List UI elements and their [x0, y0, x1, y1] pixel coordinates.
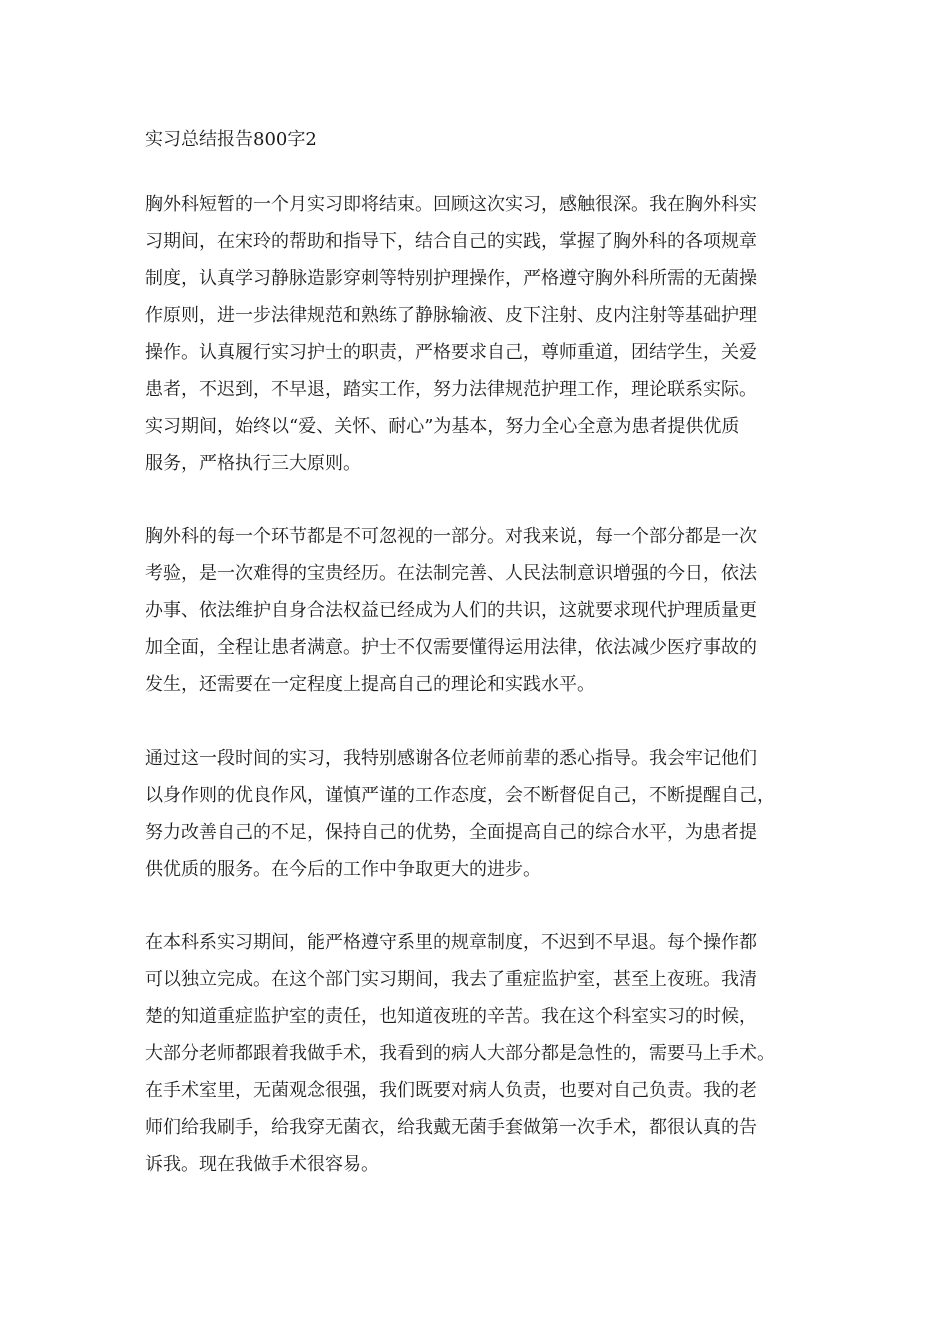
paragraph-line: 胸外科的每一个环节都是不可忽视的一部分。对我来说，每一个部分都是一次: [145, 526, 757, 547]
paragraph-line: 以身作则的优良作风，谨慎严谨的工作态度，会不断督促自己，不断提醒自己，: [145, 785, 775, 806]
paragraph-line: 发生，还需要在一定程度上提高自己的理论和实践水平。: [145, 674, 595, 695]
paragraph-line: 制度，认真学习静脉造影穿刺等特别护理操作，严格遵守胸外科所需的无菌操: [145, 268, 757, 289]
paragraph-line: 患者，不迟到，不早退，踏实工作，努力法律规范护理工作，理论联系实际。: [145, 379, 757, 400]
paragraph-line: 考验，是一次难得的宝贵经历。在法制完善、人民法制意识增强的今日，依法: [145, 563, 757, 584]
paragraph-line: 服务，严格执行三大原则。: [145, 453, 361, 474]
paragraph-4: [145, 924, 815, 1183]
paragraph-line: 通过这一段时间的实习，我特别感谢各位老师前辈的悉心指导。我会牢记他们: [145, 748, 757, 769]
paragraph-line: 可以独立完成。在这个部门实习期间，我去了重症监护室，甚至上夜班。我清: [145, 969, 757, 990]
paragraph-line: 作原则，进一步法律规范和熟练了静脉输液、皮下注射、皮内注射等基础护理: [145, 305, 757, 326]
document-title: 实习总结报告800字2: [145, 129, 317, 150]
paragraph-line: 师们给我刷手，给我穿无菌衣，给我戴无菌手套做第一次手术，都很认真的告: [145, 1117, 757, 1138]
paragraph-3: [145, 740, 815, 888]
paragraph-line: 胸外科短暂的一个月实习即将结束。回顾这次实习，感触很深。我在胸外科实: [145, 194, 757, 215]
paragraph-line: 在手术室里，无菌观念很强，我们既要对病人负责，也要对自己负责。我的老: [145, 1080, 757, 1101]
paragraph-line: 诉我。现在我做手术很容易。: [145, 1154, 379, 1175]
paragraph-line: 操作。认真履行实习护士的职责，严格要求自己，尊师重道，团结学生，关爱: [145, 342, 757, 363]
paragraph-line: 在本科系实习期间，能严格遵守系里的规章制度，不迟到不早退。每个操作都: [145, 932, 757, 953]
paragraph-line: 习期间，在宋玲的帮助和指导下，结合自己的实践，掌握了胸外科的各项规章: [145, 231, 757, 252]
paragraph-line: 努力改善自己的不足，保持自己的优势，全面提高自己的综合水平，为患者提: [145, 822, 757, 843]
paragraph-line: 楚的知道重症监护室的责任，也知道夜班的辛苦。我在这个科室实习的时候，: [145, 1006, 757, 1027]
paragraph-line: 实习期间，始终以“爱、关怀、耐心”为基本，努力全心全意为患者提供优质: [145, 416, 740, 437]
paragraph-line: 办事、依法维护自身合法权益已经成为人们的共识，这就要求现代护理质量更: [145, 600, 757, 621]
paragraph-2: [145, 518, 815, 703]
paragraph-line: 大部分老师都跟着我做手术，我看到的病人大部分都是急性的，需要马上手术。: [145, 1043, 775, 1064]
paragraph-line: 加全面，全程让患者满意。护士不仅需要懂得运用法律，依法减少医疗事故的: [145, 637, 757, 658]
paragraph-1: [145, 186, 815, 482]
paragraph-line: 供优质的服务。在今后的工作中争取更大的进步。: [145, 859, 541, 880]
